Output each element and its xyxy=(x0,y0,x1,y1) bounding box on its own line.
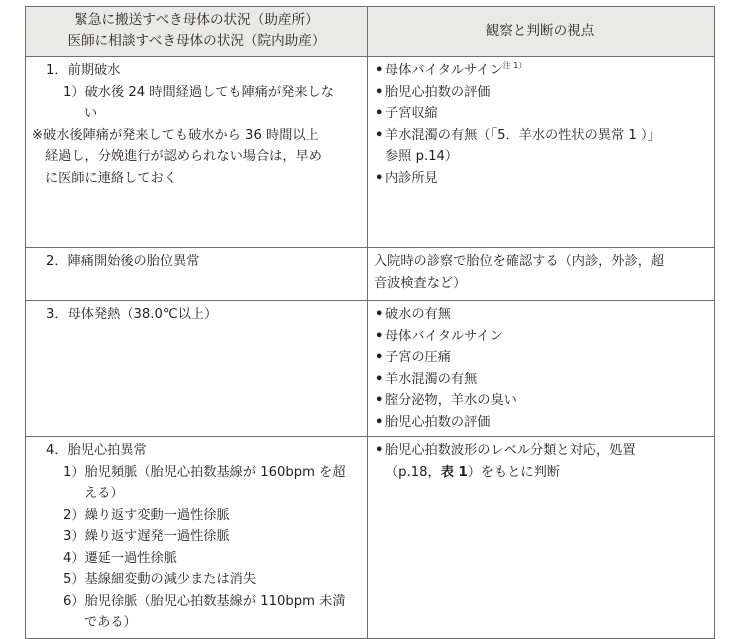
header-right-cell xyxy=(368,7,714,56)
table-row xyxy=(26,436,714,638)
situation-title: 1．前期破水 xyxy=(46,63,121,78)
observation-text: 母体バイタルサイン xyxy=(385,63,503,78)
observation-bullet xyxy=(374,390,706,412)
situation-item: 3）繰り返す遅発一過性徐脈 xyxy=(63,529,230,544)
table-row xyxy=(26,247,714,300)
observation-text: 胎児心拍数の評価 xyxy=(385,84,491,100)
observation-text: 胎児心拍数波形のレベル分類と対応，処置 xyxy=(385,443,636,458)
observation-bullet xyxy=(374,82,706,104)
situation-title: 2．陣痛開始後の胎位異常 xyxy=(46,254,200,269)
situation-item-continued: える） xyxy=(84,486,124,501)
situation-cell xyxy=(26,248,368,300)
observation-text: 腟分泌物，羊水の臭い xyxy=(385,393,517,408)
bullet-icon: • xyxy=(375,443,384,458)
observation-text: 子宮の圧痛 xyxy=(385,350,451,365)
bullet-icon: • xyxy=(375,328,384,344)
bullet-icon: • xyxy=(375,371,384,387)
observation-bullet xyxy=(374,103,706,125)
situation-item: 1）胎児頻脈（胎児心拍数基線が 160bpm を超 xyxy=(63,464,346,480)
observation-bullet xyxy=(374,304,706,326)
table-reference: 表 1 xyxy=(440,464,468,480)
bullet-icon: • xyxy=(375,350,384,365)
header-left-line1: 緊急に搬送すべき母体の状況（助産所） xyxy=(74,12,319,28)
situation-item: 2）繰り返す変動一過性徐脈 xyxy=(63,507,230,523)
bullet-icon: • xyxy=(375,170,384,186)
bullet-icon: • xyxy=(375,414,384,430)
situation-item: 4）遷延一過性徐脈 xyxy=(63,550,177,566)
header-left-line2: 医師に相談すべき母体の状況（院内助産） xyxy=(67,33,326,49)
footnote-ref: 注 1） xyxy=(502,61,527,70)
observation-cell xyxy=(368,248,714,300)
observation-cell xyxy=(368,301,714,436)
observation-text: 羊水混濁の有無（「5．羊水の性状の異常 1 ）」 xyxy=(385,127,661,143)
observation-bullet xyxy=(374,125,706,168)
situation-cell xyxy=(26,437,368,638)
guideline-table xyxy=(25,6,715,639)
header-left-cell xyxy=(26,7,368,56)
observation-text: 母体バイタルサイン xyxy=(385,328,503,344)
situation-cell xyxy=(26,301,368,436)
observation-text: 子宮収縮 xyxy=(385,106,438,121)
observation-bullet xyxy=(374,440,706,483)
table-row xyxy=(26,56,714,247)
observation-text: 破水の有無 xyxy=(385,307,451,322)
bullet-icon: • xyxy=(375,63,384,78)
situation-item: 5）基線細変動の減少または消失 xyxy=(63,572,257,587)
observation-text-tail: ）をもとに判断 xyxy=(467,464,560,480)
page-reference: （p.18， xyxy=(385,464,441,480)
bullet-icon: • xyxy=(375,307,384,322)
bullet-icon: • xyxy=(375,106,384,121)
observation-bullet xyxy=(374,326,706,348)
situation-item: 1）破水後 24 時間経過しても陣痛が発来しな xyxy=(63,84,334,100)
situation-note-continued: 経過し，分娩進行が認められない場合は，早め xyxy=(45,149,322,164)
observation-text-continued: 音波検査など） xyxy=(374,275,467,291)
bullet-icon: • xyxy=(375,127,384,143)
situation-note: ※破水後陣痛が発来しても破水から 36 時間以上 xyxy=(32,127,319,143)
observation-bullet xyxy=(374,60,706,82)
observation-text: 入院時の診察で胎位を確認する（内診，外診，超 xyxy=(374,254,665,269)
situation-item: 6）胎児徐脈（胎児心拍数基線が 110bpm 未満 xyxy=(63,593,346,609)
situation-item-continued: い xyxy=(84,106,98,121)
observation-text: 胎児心拍数の評価 xyxy=(385,414,491,430)
situation-cell xyxy=(26,57,368,247)
observation-cell xyxy=(368,57,714,247)
observation-text: 羊水混濁の有無 xyxy=(385,371,478,387)
observation-bullet xyxy=(374,168,706,190)
table-row xyxy=(26,300,714,436)
observation-text-continued xyxy=(385,462,706,484)
bullet-icon: • xyxy=(375,393,384,408)
observation-text: 内診所見 xyxy=(385,170,438,186)
situation-note-continued: に医師に連絡しておく xyxy=(45,170,177,186)
observation-bullet xyxy=(374,347,706,369)
situation-item-continued: である） xyxy=(84,615,137,630)
observation-text-continued: 参照 p.14） xyxy=(385,149,459,164)
situation-title: 4．胎児心拍異常 xyxy=(46,443,147,458)
observation-cell xyxy=(368,437,714,638)
bullet-icon: • xyxy=(375,84,384,100)
observation-bullet xyxy=(374,369,706,391)
situation-title: 3．母体発熱（38.0℃以上） xyxy=(46,307,218,322)
observation-bullet xyxy=(374,412,706,434)
header-right-label: 観察と判断の視点 xyxy=(485,22,595,39)
table-header-row xyxy=(26,7,714,56)
